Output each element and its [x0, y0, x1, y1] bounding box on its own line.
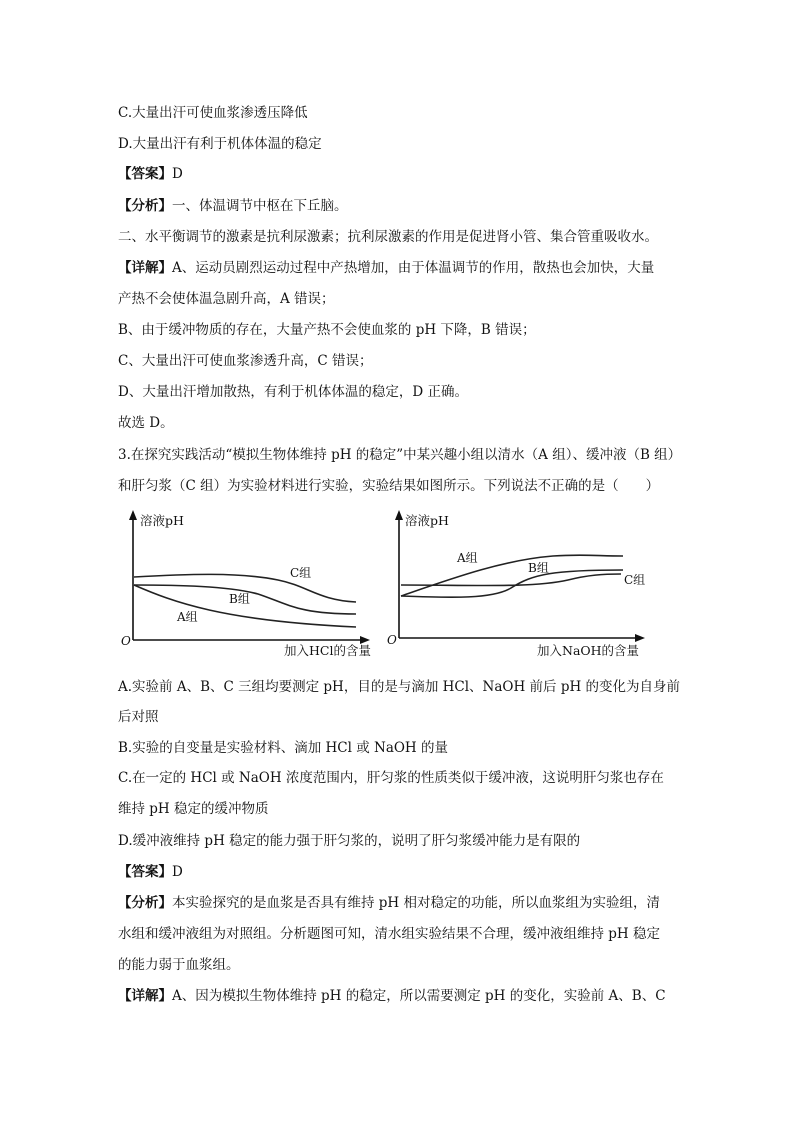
- option-c-line: C.在一定的 HCl 或 NaOH 浓度范围内，肝匀浆的性质类似于缓冲液，这说明肝匀浆也存在: [118, 770, 664, 786]
- option-a-line: A.实验前 A、B、C 三组均要测定 pH，目的是与滴加 HCl、NaOH 前后 pH 的变化为自身前: [118, 679, 681, 695]
- x-axis-label: 加入HCl的含量: [284, 643, 371, 658]
- answer-tag: 【答案】: [118, 864, 172, 880]
- answer-1: [118, 164, 183, 184]
- analysis-tag: 【分析】: [118, 198, 172, 214]
- analysis-3: [118, 893, 660, 913]
- chart-naoh: [383, 508, 653, 660]
- option-c-line: 维持 pH 稳定的缓冲物质: [118, 801, 269, 817]
- detail-tag: 【详解】: [118, 260, 172, 276]
- series-curve-b: [401, 570, 623, 597]
- detail-text: A、运动员剧烈运动过程中产热增加，由于体温调节的作用，散热也会加快，大量: [172, 260, 655, 276]
- detail-1-line: C、大量出汗可使血浆渗透升高，C 错误；: [118, 353, 373, 369]
- detail-tag: 【详解】: [118, 988, 172, 1004]
- origin-label: O: [121, 634, 131, 648]
- series-label-c: C组: [624, 573, 646, 587]
- series-label-a: A组: [177, 610, 198, 624]
- series-label-a: A组: [457, 551, 478, 565]
- analysis-1-line2: 二、水平衡调节的激素是抗利尿激素；抗利尿激素的作用是促进肾小管、集合管重吸收水。: [118, 229, 658, 245]
- chart-hcl: [118, 508, 378, 660]
- answer-value: D: [172, 864, 183, 880]
- x-axis-label: 加入NaOH的含量: [537, 643, 640, 658]
- analysis-text: 一、体温调节中枢在下丘脑。: [172, 198, 348, 214]
- option-d-text: D.大量出汗有利于机体体温的稳定: [118, 136, 322, 152]
- x-axis-arrow: [635, 634, 645, 642]
- detail-1-line: 故选 D。: [118, 415, 174, 431]
- answer-3: [118, 862, 183, 882]
- analysis-3-line: 的能力弱于血浆组。: [118, 957, 240, 973]
- analysis-tag: 【分析】: [118, 895, 172, 911]
- detail-1: [118, 258, 654, 278]
- detail-1-line: D、大量出汗增加散热，有利于机体体温的稳定，D 正确。: [118, 384, 468, 400]
- option-b-line: B.实验的自变量是实验材料、滴加 HCl 或 NaOH 的量: [118, 740, 448, 756]
- detail-1-line: B、由于缓冲物质的存在，大量产热不会使血浆的 pH 下降，B 错误；: [118, 322, 536, 338]
- series-label-b: B组: [528, 561, 549, 575]
- answer-value: D: [172, 166, 183, 182]
- option-d-line: D.缓冲液维持 pH 稳定的能力强于肝匀浆的，说明了肝匀浆缓冲能力是有限的: [118, 833, 581, 849]
- detail-1-line: 产热不会使体温急剧升高，A 错误；: [118, 291, 335, 307]
- y-axis-label: 溶液pH: [405, 513, 449, 528]
- analysis-1: [118, 196, 348, 216]
- detail-3: [118, 986, 666, 1006]
- series-curve-c: [401, 574, 621, 586]
- origin-label: O: [387, 633, 397, 647]
- option-c-text: C.大量出汗可使血浆渗透压降低: [118, 105, 308, 121]
- question-3-line: 和肝匀浆（C 组）为实验材料进行实验，实验结果如图所示。下列说法不正确的是（ ）: [118, 478, 660, 494]
- answer-tag: 【答案】: [118, 166, 172, 182]
- y-axis-arrow: [129, 510, 137, 520]
- question-3-line: 3.在探究实践活动“模拟生物体维持 pH 的稳定”中某兴趣小组以清水（A 组）、缓冲液（B 组）: [118, 447, 682, 463]
- y-axis-arrow: [395, 510, 403, 520]
- option-a-line: 后对照: [118, 709, 159, 725]
- analysis-3-line: 水组和缓冲液组为对照组。分析题图可知，清水组实验结果不合理，缓冲液组维持 pH 稳定: [118, 926, 660, 942]
- detail-text: A、因为模拟生物体维持 pH 的稳定，所以需要测定 pH 的变化，实验前 A、B、C: [172, 988, 666, 1004]
- y-axis-label: 溶液pH: [140, 513, 184, 528]
- series-label-b: B组: [229, 592, 250, 606]
- series-label-c: C组: [290, 566, 312, 580]
- analysis-text: 本实验探究的是血浆是否具有维持 pH 相对稳定的功能，所以血浆组为实验组，清: [172, 895, 660, 911]
